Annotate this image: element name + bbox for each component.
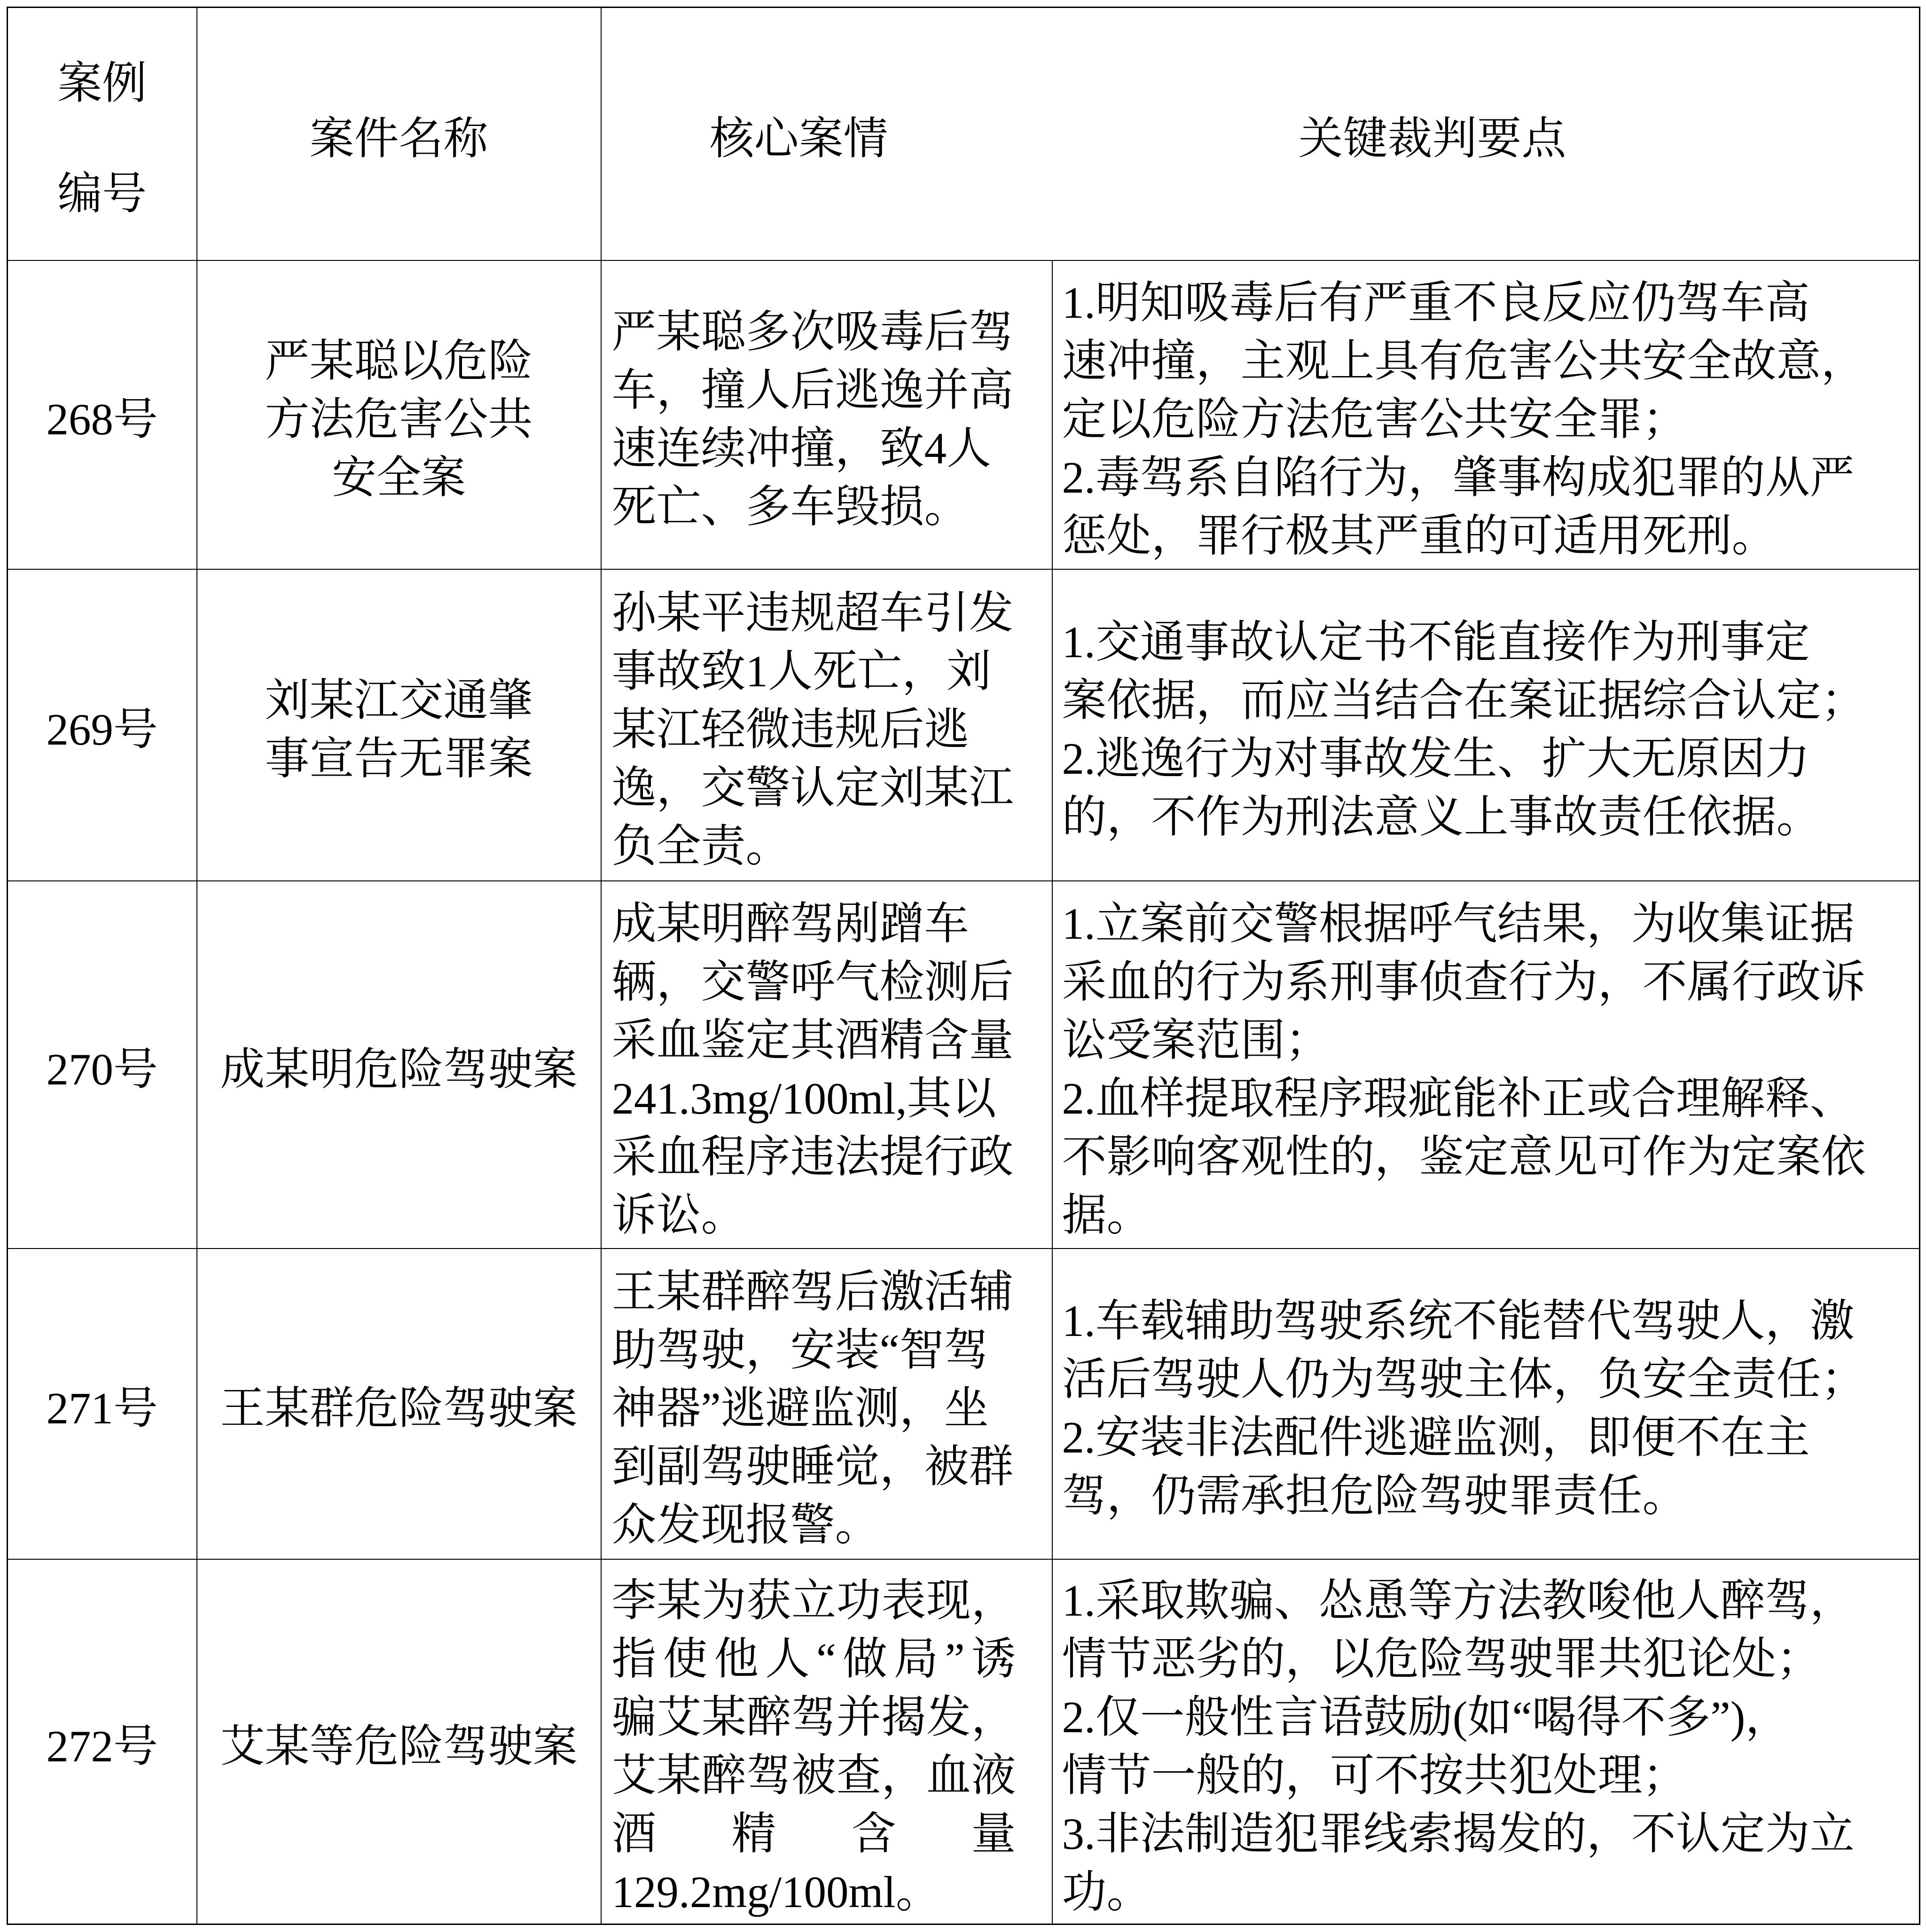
key-point-item bbox=[1062, 1408, 1919, 1525]
text-line: 1.明知吸毒后有严重不良反应仍驾车高 bbox=[1062, 278, 1810, 328]
text-line: 王某群危险驾驶案 bbox=[220, 1383, 578, 1433]
text-line: 情节恶劣的，以危险驾驶罪共犯论处； bbox=[1062, 1634, 1821, 1684]
text-line: 王某群醉驾后激活辅 bbox=[611, 1267, 1014, 1317]
case-number: 269号 bbox=[46, 705, 158, 754]
case-name-cell bbox=[197, 1249, 601, 1559]
text-line: 的，不作为刑法意义上事故责任依据。 bbox=[1062, 792, 1821, 842]
text-line: 129.2mg/100ml。 bbox=[611, 1867, 940, 1917]
text-line: 惩处，罪行极其严重的可适用死刑。 bbox=[1062, 511, 1777, 561]
text-line: 2.安装非法配件逃避监测，即便不在主 bbox=[1062, 1413, 1810, 1462]
text-line: 驾，仍需承担危险驾驶罪责任。 bbox=[1062, 1471, 1687, 1521]
text-line: 采血程序违法提行政 bbox=[611, 1131, 1014, 1182]
text-line: 刘某江交通肇 bbox=[265, 675, 533, 725]
case-name bbox=[197, 1717, 601, 1775]
key-points-cell bbox=[1052, 260, 1920, 569]
core-facts bbox=[612, 303, 1016, 536]
case-number-cell bbox=[8, 1249, 197, 1559]
case-name-cell bbox=[197, 569, 601, 881]
text-line: 案例 bbox=[57, 58, 147, 108]
key-point-item bbox=[1062, 1069, 1919, 1244]
table-row bbox=[8, 1249, 1920, 1559]
key-points bbox=[1062, 895, 1919, 1244]
text-line: 速连续冲撞，致4人 bbox=[611, 424, 992, 473]
core-facts-cell bbox=[601, 260, 1052, 569]
case-number-cell bbox=[8, 1559, 197, 1924]
text-line: 逸，交警认定刘某江 bbox=[611, 763, 1014, 813]
text-line: 2.逃逸行为对事故发生、扩大无原因力 bbox=[1062, 734, 1810, 784]
text-line: 2.血样提取程序瑕疵能补正或合理解释、 bbox=[1062, 1073, 1855, 1123]
core-facts bbox=[612, 1263, 1016, 1554]
text-line: 1.交通事故认定书不能直接作为刑事定 bbox=[1062, 617, 1810, 667]
case-name bbox=[197, 332, 601, 507]
case-number: 268号 bbox=[46, 394, 158, 444]
text-line: 2.仅一般性言语鼓励(如“喝得不多”)， bbox=[1062, 1692, 1790, 1742]
text-line: 1.立案前交警根据呼气结果，为收集证据 bbox=[1062, 898, 1855, 949]
core-facts bbox=[612, 895, 1016, 1244]
key-points bbox=[1062, 274, 1919, 565]
text-line: 据。 bbox=[1062, 1190, 1151, 1240]
text-line: 成某明危险驾驶案 bbox=[220, 1044, 578, 1094]
header-split bbox=[602, 110, 1919, 168]
text-line: 诉讼。 bbox=[611, 1190, 746, 1240]
text-line: 严某聪以危险 bbox=[265, 336, 533, 386]
text-line: 241.3mg/100ml,其以 bbox=[611, 1073, 996, 1123]
text-line: 酒精含量 bbox=[611, 1808, 1016, 1859]
key-points-cell bbox=[1052, 881, 1920, 1249]
case-name bbox=[197, 1379, 601, 1437]
case-name bbox=[197, 1040, 601, 1099]
text-line: 2.毒驾系自陷行为，肇事构成犯罪的从严 bbox=[1062, 453, 1855, 503]
key-points-cell bbox=[1052, 1559, 1920, 1924]
table-row bbox=[8, 881, 1920, 1249]
header-case-number bbox=[8, 8, 197, 260]
text-line: 事故致1人死亡，刘 bbox=[611, 646, 992, 696]
key-point-item bbox=[1062, 1571, 1919, 1688]
text-line: 事宣告无罪案 bbox=[265, 734, 533, 784]
text-line: 指使他人“做局”诱 bbox=[611, 1634, 1016, 1684]
header-key-points-label: 关键裁判要点 bbox=[1298, 113, 1566, 164]
text-line: 死亡、多车毁损。 bbox=[611, 482, 969, 532]
text-line: 讼受案范围； bbox=[1062, 1015, 1330, 1065]
key-point-item bbox=[1062, 274, 1919, 448]
text-line: 编号 bbox=[57, 168, 147, 219]
key-point-item bbox=[1062, 730, 1919, 846]
text-line: 车，撞人后逃逸并高 bbox=[611, 365, 1014, 415]
text-line: 孙某平违规超车引发 bbox=[611, 588, 1014, 638]
case-name bbox=[197, 671, 601, 788]
core-facts-cell bbox=[601, 569, 1052, 881]
text-line: 功。 bbox=[1062, 1867, 1151, 1917]
text-line: 情节一般的，可不按共犯处理； bbox=[1062, 1750, 1687, 1800]
core-facts bbox=[612, 1571, 1016, 1921]
core-facts bbox=[612, 584, 1016, 875]
case-table bbox=[7, 7, 1920, 1925]
key-point-item bbox=[1062, 1805, 1919, 1921]
case-name-cell bbox=[197, 1559, 601, 1924]
text-line: 众发现报警。 bbox=[611, 1500, 880, 1550]
text-line: 不影响客观性的，鉴定意见可作为定案依 bbox=[1062, 1131, 1866, 1182]
key-points bbox=[1062, 613, 1919, 846]
case-number: 270号 bbox=[46, 1044, 158, 1094]
key-points-cell bbox=[1052, 1249, 1920, 1559]
text-line: 1.采取欺骗、怂恿等方法教唆他人醉驾， bbox=[1062, 1575, 1855, 1626]
text-line: 案依据，而应当结合在案证据综合认定； bbox=[1062, 675, 1866, 725]
text-line: 成某明醉驾剐蹭车 bbox=[611, 898, 969, 949]
key-points-cell bbox=[1052, 569, 1920, 881]
text-line: 速冲撞，主观上具有危害公共安全故意， bbox=[1062, 336, 1866, 386]
header-case-name bbox=[197, 8, 601, 260]
text-line: 负全责。 bbox=[611, 821, 791, 871]
table-row bbox=[8, 569, 1920, 881]
case-number-cell bbox=[8, 569, 197, 881]
key-point-item bbox=[1062, 448, 1919, 565]
case-name-cell bbox=[197, 881, 601, 1249]
case-number-cell bbox=[8, 260, 197, 569]
text-line: 助驾驶，安装“智驾 bbox=[611, 1325, 989, 1375]
text-line: 严某聪多次吸毒后驾 bbox=[611, 307, 1014, 357]
text-line: 1.车载辅助驾驶系统不能替代驾驶人，激 bbox=[1062, 1296, 1855, 1346]
key-point-item bbox=[1062, 895, 1919, 1069]
text-line: 安全案 bbox=[331, 453, 466, 503]
case-number: 271号 bbox=[46, 1383, 158, 1433]
core-facts-cell bbox=[601, 1559, 1052, 1924]
key-point-item bbox=[1062, 613, 1919, 730]
text-line: 艾某醉驾被查，血液 bbox=[611, 1750, 1016, 1800]
header-case-name-label: 案件名称 bbox=[309, 113, 488, 164]
header-core-facts-label: 核心案情 bbox=[709, 113, 888, 164]
key-point-item bbox=[1062, 1688, 1919, 1805]
header-case-number-label bbox=[8, 28, 196, 249]
text-line: 到副驾驶睡觉，被群 bbox=[611, 1442, 1014, 1492]
key-points bbox=[1062, 1571, 1919, 1921]
text-line: 方法危害公共 bbox=[265, 394, 533, 444]
table-row bbox=[8, 260, 1920, 569]
core-facts-cell bbox=[601, 881, 1052, 1249]
table-header-row bbox=[8, 8, 1920, 260]
text-line: 采血鉴定其酒精含量 bbox=[611, 1015, 1014, 1065]
table-row bbox=[8, 1559, 1920, 1924]
text-line: 活后驾驶人仍为驾驶主体，负安全责任； bbox=[1062, 1354, 1866, 1404]
text-line: 艾某等危险驾驶案 bbox=[220, 1721, 578, 1771]
text-line: 3.非法制造犯罪线索揭发的，不认定为立 bbox=[1062, 1808, 1855, 1859]
case-number-cell bbox=[8, 881, 197, 1249]
text-line: 某江轻微违规后逃 bbox=[611, 705, 969, 754]
text-line: 神器”逃避监测，坐 bbox=[611, 1383, 989, 1433]
key-point-item bbox=[1062, 1292, 1919, 1408]
text-line: 辆，交警呼气检测后 bbox=[611, 957, 1014, 1007]
header-facts-and-points bbox=[601, 8, 1920, 260]
key-points bbox=[1062, 1292, 1919, 1525]
case-number: 272号 bbox=[46, 1721, 158, 1771]
text-line: 采血的行为系刑事侦查行为，不属行政诉 bbox=[1062, 957, 1866, 1007]
text-line: 定以危险方法危害公共安全罪； bbox=[1062, 394, 1687, 444]
text-line: 李某为获立功表现， bbox=[611, 1575, 1016, 1626]
text-line: 骗艾某醉驾并揭发， bbox=[611, 1692, 1016, 1742]
core-facts-cell bbox=[601, 1249, 1052, 1559]
case-name-cell bbox=[197, 260, 601, 569]
